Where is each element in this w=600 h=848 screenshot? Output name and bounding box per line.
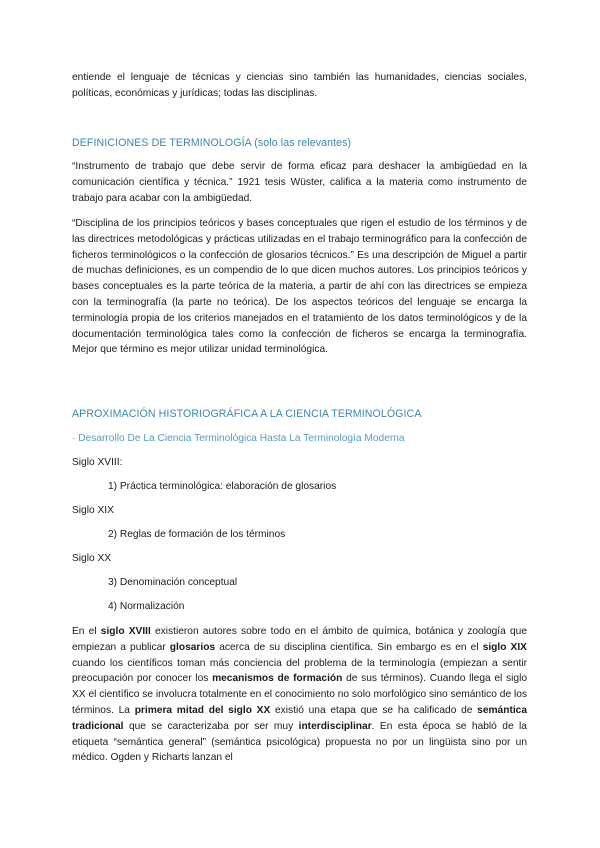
definicion-paragraph-1: “Instrumento de trabajo que debe servir de forma eficaz para deshacer la ambigüedad en la comunicación científica y técnica.” 1921 tesis Wüster, califica a la materia como instrumento de trabajo para acabar con la ambigüedad. [72, 161, 527, 204]
bold-interdisciplinar: interdisciplinar [298, 720, 372, 732]
bold-primera-mitad: primera mitad del siglo XX [134, 704, 271, 716]
siglo-xviii-label: Siglo XVIII: [72, 457, 123, 468]
list-item-2: 2) Reglas de formación de los términos [108, 529, 286, 540]
list-item-3: 3) Denominación conceptual [108, 577, 238, 588]
bold-semantica-tradicional: semántica tradicional [72, 704, 528, 732]
definicion-paragraph-2: “Disciplina de los principios teóricos y bases conceptuales que rigen el estudio de los términos y de las directrices metodológicas y prácticas utilizadas en el trabajo terminográfico para la confección de ficheros terminológicos o la confección de glosarios técnicos.” Es una descripción de Miguel a partir de muchas definiciones, es un compendio de lo que dicen muchos autores. Los principios teóricos y bases conceptuales es la parte teórica de la materia, a partir de ahí con las directrices se empieza con la terminografía (la parte no teórica). De los aspectos teóricos del lenguaje se encarga la terminología propia de los criterios manejados en el tratamiento de los datos terminológicos y de la documentación terminológica tales como la confección de ficheros se encarga la terminografía. Mejor que término es mejor utilizar unidad terminológica. [72, 218, 527, 356]
intro-paragraph: entiende el lenguaje de técnicas y ciencias sino también las humanidades, ciencias sociales, políticas, económicas y jurídicas; todas las disciplinas. [72, 72, 527, 99]
list-item-4: 4) Normalización [108, 601, 185, 612]
list-item-1: 1) Práctica terminológica: elaboración de glosarios [108, 481, 337, 492]
definiciones-heading: DEFINICIONES DE TERMINOLOGÍA (solo las relevantes) [72, 137, 352, 149]
siglo-xx-label: Siglo XX [72, 553, 112, 564]
siglo-xix-label: Siglo XIX [72, 505, 114, 516]
bold-siglo-xix: siglo XIX [482, 641, 527, 653]
bold-glosarios: glosarios [169, 641, 216, 653]
aproximacion-heading: APROXIMACIÓN HISTORIOGRÁFICA A LA CIENCIA TERMINOLÓGICA [72, 408, 422, 420]
historia-paragraph: En el siglo XVIII existieron autores sobre todo en el ámbito de química, botánica y zoología que empiezan a publicar glosarios acerca de su disciplina científica. Sin embargo es en el siglo XIX cuando los científicos toman más conciencia del problema de la terminología (empiezan a sentir preocupación por conocer los mecanismos de formación de sus términos). Cuando llega el siglo XX el científico se involucra totalmente en el conocimiento no solo morfológico sino semántico de los términos. La primera mitad del siglo XX existió una etapa que se ha calificado de semántica tradicional que se caracterizaba por ser muy interdisciplinar. En esta época se habló de la etiqueta “semántica general” (semántica psicológica) propuesta no por un lingüista sino por un médico. Ogden y Richarts lanzan el [72, 626, 528, 764]
bold-siglo-xviii: siglo XVIII [100, 626, 151, 637]
aproximacion-subheading: · Desarrollo De La Ciencia Terminológica Hasta La Terminología Moderna [72, 433, 405, 444]
bold-mecanismos: mecanismos de formación [212, 673, 343, 685]
